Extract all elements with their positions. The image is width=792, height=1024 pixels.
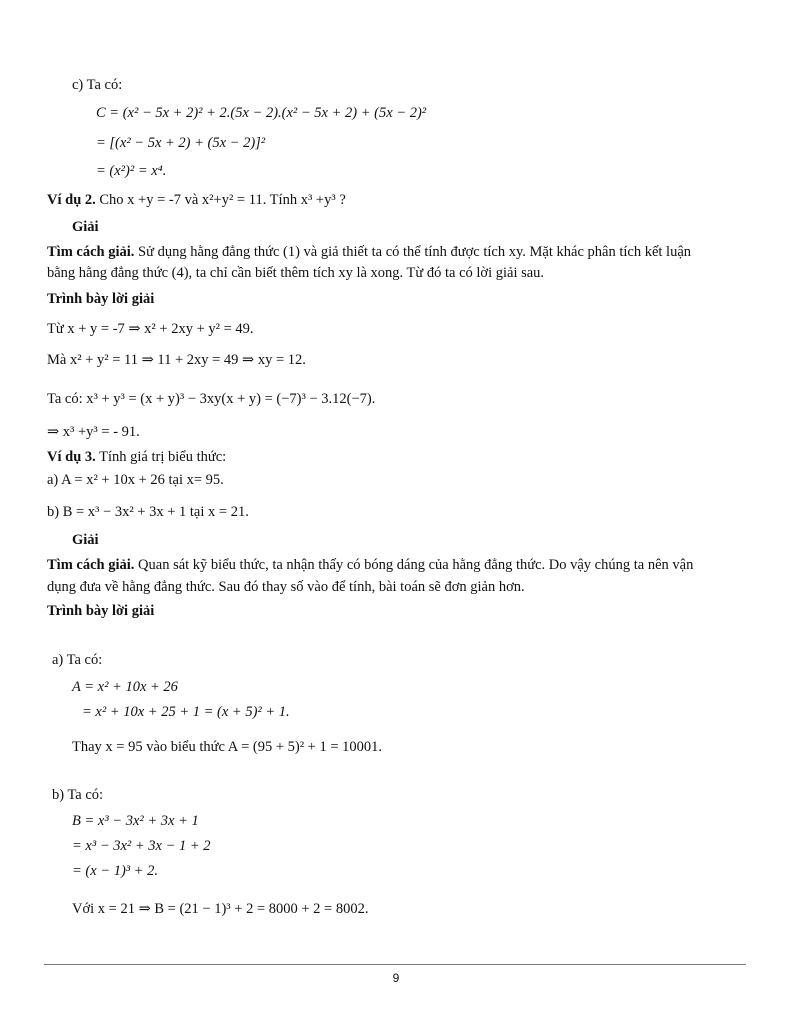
example-2-step-2: Mà x² + y² = 11 ⇒ 11 + 2xy = 49 ⇒ xy = 12.: [47, 352, 306, 368]
example-3-b-intro: b) Ta có:: [52, 787, 104, 803]
part-c-line-1: C = (x² − 5x + 2)² + 2.(5x − 2).(x² − 5x + 2) + (5x − 2)²: [96, 105, 427, 121]
example-3-statement: Tính giá trị biểu thức:: [99, 449, 227, 465]
example-3-b-line-2: = x³ − 3x² + 3x − 1 + 2: [72, 838, 211, 854]
example-2-method-line-1: [47, 245, 691, 260]
example-3-a-line-3: Thay x = 95 vào biểu thức A = (95 + 5)² + 1 = 10001.: [72, 739, 383, 755]
example-2-step-3: Ta có: x³ + y³ = (x + y)³ − 3xy(x + y) = (−7)³ − 3.12(−7).: [47, 391, 376, 407]
example-2-method-label: Tìm cách giải.: [47, 244, 135, 260]
part-c-intro: c) Ta có:: [72, 77, 123, 93]
example-2-label: Ví dụ 2.: [47, 192, 96, 208]
part-c-line-2: = [(x² − 5x + 2) + (5x − 2)]²: [96, 135, 266, 151]
example-2-presentation-heading: Trình bày lời giải: [47, 291, 155, 307]
example-3-item-b: b) B = x³ − 3x² + 3x + 1 tại x = 21.: [47, 504, 249, 520]
example-3-b-line-4: Với x = 21 ⇒ B = (21 − 1)³ + 2 = 8000 + 2 = 8002.: [72, 901, 369, 917]
example-2-step-1: Từ x + y = -7 ⇒ x² + 2xy + y² = 49.: [47, 321, 254, 337]
example-2-method-line-2: bằng hằng đẳng thức (4), ta chỉ cần biết thêm tích xy là xong. Từ đó ta có lời giải sau.: [47, 265, 545, 281]
footer-divider: [44, 964, 746, 965]
example-3-a-line-2: = x² + 10x + 25 + 1 = (x + 5)² + 1.: [82, 704, 290, 720]
example-3-label: Ví dụ 3.: [47, 449, 96, 465]
example-2-step-4: ⇒ x³ +y³ = - 91.: [47, 424, 140, 440]
example-3-a-intro: a) Ta có:: [52, 652, 103, 668]
part-c-line-3: = (x²)² = x⁴.: [96, 163, 167, 179]
example-3-solution-heading: Giải: [72, 532, 99, 548]
example-3-method-label: Tìm cách giải.: [47, 557, 135, 573]
example-2-heading: [47, 193, 346, 208]
example-3-presentation-heading: Trình bày lời giải: [47, 603, 155, 619]
example-2-method-text-1: Sử dụng hằng đẳng thức (1) và giả thiết ta có thể tính được tích xy. Mặt khác phân tích kết luận: [138, 244, 691, 260]
example-3-a-line-1: A = x² + 10x + 26: [72, 679, 178, 695]
example-3-method-line-1: [47, 558, 693, 573]
example-3-item-a: a) A = x² + 10x + 26 tại x= 95.: [47, 472, 224, 488]
example-2-solution-heading: Giải: [72, 219, 99, 235]
example-3-b-line-1: B = x³ − 3x² + 3x + 1: [72, 813, 199, 829]
example-3-b-line-3: = (x − 1)³ + 2.: [72, 863, 159, 879]
example-3-method-text-1: Quan sát kỹ biểu thức, ta nhận thấy có bóng dáng của hằng đẳng thức. Do vậy chúng ta nên vận: [138, 557, 694, 573]
page-number: 9: [392, 971, 400, 985]
example-3-heading: [47, 450, 226, 465]
example-3-method-line-2: dụng đưa về hằng đẳng thức. Sau đó thay số vào để tính, bài toán sẽ đơn giản hơn.: [47, 579, 525, 595]
example-2-statement: Cho x +y = -7 và x²+y² = 11. Tính x³ +y³ ?: [99, 192, 346, 208]
